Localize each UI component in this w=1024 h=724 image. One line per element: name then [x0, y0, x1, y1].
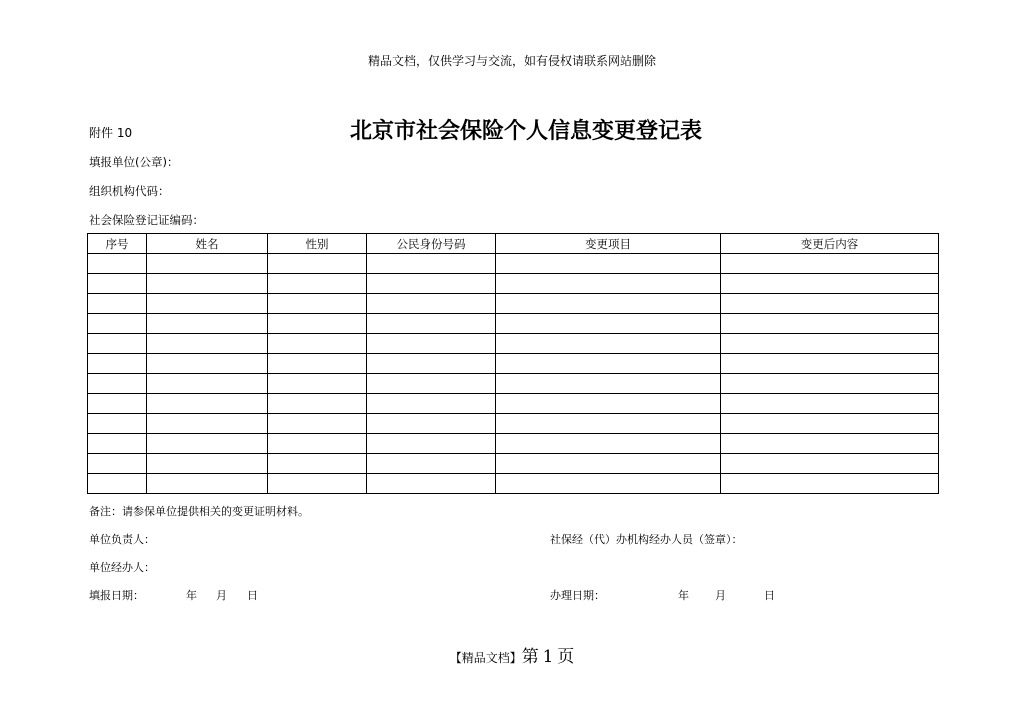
table-cell — [367, 354, 496, 374]
header-new-content: 变更后内容 — [721, 234, 939, 254]
table-cell — [367, 334, 496, 354]
fill-date-month: 月 — [216, 589, 227, 602]
header-name: 姓名 — [147, 234, 268, 254]
table-cell — [367, 274, 496, 294]
header-index: 序号 — [88, 234, 147, 254]
table-row — [88, 434, 939, 454]
table-cell — [496, 314, 721, 334]
table-cell — [147, 314, 268, 334]
table-cell — [147, 374, 268, 394]
header-note: 精品文档，仅供学习与交流，如有侵权请联系网站删除 — [367, 54, 656, 68]
table-cell — [496, 354, 721, 374]
table-body — [88, 254, 939, 494]
table-cell — [496, 274, 721, 294]
table-cell — [147, 454, 268, 474]
table-cell — [88, 354, 147, 374]
table-cell — [367, 434, 496, 454]
table-cell — [147, 474, 268, 494]
handle-date-year: 年 — [678, 589, 689, 602]
footer-page-prefix: 第 — [521, 647, 539, 667]
header-id-number: 公民身份号码 — [367, 234, 496, 254]
table-cell — [268, 434, 367, 454]
table-row — [88, 414, 939, 434]
field-unit: 填报单位(公章)： — [89, 155, 179, 169]
table-cell — [721, 474, 939, 494]
form-title: 北京市社会保险个人信息变更登记表 — [349, 118, 702, 144]
table-cell — [268, 394, 367, 414]
table-cell — [88, 254, 147, 274]
label-agency-staff: 社保经（代）办机构经办人员（签章）： — [550, 533, 743, 546]
table-cell — [367, 294, 496, 314]
table-row — [88, 334, 939, 354]
handle-date-day: 日 — [764, 589, 775, 602]
table-row — [88, 354, 939, 374]
table-cell — [721, 354, 939, 374]
footer — [0, 642, 1024, 667]
table-cell — [721, 294, 939, 314]
table-cell — [721, 434, 939, 454]
table-cell — [88, 454, 147, 474]
table-cell — [496, 454, 721, 474]
field-ss-code: 社会保险登记证编码： — [89, 213, 204, 227]
table-cell — [268, 474, 367, 494]
table-cell — [496, 374, 721, 394]
fill-date-year: 年 — [186, 589, 197, 602]
table-cell — [367, 414, 496, 434]
table-cell — [496, 254, 721, 274]
handle-date-month: 月 — [715, 589, 726, 602]
attachment-label: 附件 10 — [89, 126, 133, 140]
table-cell — [268, 334, 367, 354]
table-cell — [147, 414, 268, 434]
table-cell — [88, 374, 147, 394]
table-cell — [88, 294, 147, 314]
header-gender: 性别 — [268, 234, 367, 254]
field-org-code: 组织机构代码： — [89, 184, 170, 198]
table-cell — [88, 274, 147, 294]
table-cell — [496, 434, 721, 454]
table-cell — [268, 414, 367, 434]
remark: 备注：请参保单位提供相关的变更证明材料。 — [89, 505, 309, 518]
table-cell — [721, 334, 939, 354]
table-cell — [268, 354, 367, 374]
footer-brand: 【精品文档】 — [449, 651, 522, 665]
table-cell — [268, 454, 367, 474]
table-cell — [147, 434, 268, 454]
table-cell — [721, 314, 939, 334]
table-cell — [147, 274, 268, 294]
table-cell — [147, 254, 268, 274]
table-row — [88, 274, 939, 294]
table-cell — [367, 474, 496, 494]
table-row — [88, 474, 939, 494]
table-cell — [88, 334, 147, 354]
table-cell — [268, 254, 367, 274]
change-table — [87, 233, 939, 494]
table-cell — [721, 454, 939, 474]
table-cell — [721, 274, 939, 294]
table-cell — [147, 394, 268, 414]
table-row — [88, 314, 939, 334]
table-row — [88, 254, 939, 274]
footer-page-suffix: 页 — [557, 647, 575, 667]
table-row — [88, 454, 939, 474]
table-cell — [496, 394, 721, 414]
header-change-item: 变更项目 — [496, 234, 721, 254]
table-header-row — [88, 234, 939, 254]
table-cell — [721, 414, 939, 434]
table-cell — [88, 434, 147, 454]
label-fill-date: 填报日期： — [89, 589, 144, 602]
table-cell — [147, 354, 268, 374]
table-cell — [496, 414, 721, 434]
label-unit-handler: 单位经办人： — [89, 561, 155, 574]
table-cell — [721, 374, 939, 394]
label-handle-date: 办理日期： — [550, 589, 605, 602]
table-cell — [367, 394, 496, 414]
table-cell — [88, 414, 147, 434]
table-row — [88, 374, 939, 394]
table-cell — [88, 474, 147, 494]
fill-date-day: 日 — [247, 589, 258, 602]
table-cell — [88, 314, 147, 334]
table-row — [88, 294, 939, 314]
table-cell — [721, 394, 939, 414]
table-cell — [147, 294, 268, 314]
table-cell — [367, 314, 496, 334]
table-cell — [367, 374, 496, 394]
table-cell — [268, 314, 367, 334]
table-cell — [147, 334, 268, 354]
table-cell — [496, 334, 721, 354]
table-row — [88, 394, 939, 414]
table-cell — [268, 274, 367, 294]
table-cell — [367, 254, 496, 274]
footer-page-number: 1 — [542, 647, 554, 667]
table-cell — [268, 374, 367, 394]
table-cell — [496, 474, 721, 494]
table-cell — [88, 394, 147, 414]
table-cell — [268, 294, 367, 314]
table-cell — [367, 454, 496, 474]
table-cell — [496, 294, 721, 314]
table-cell — [721, 254, 939, 274]
label-unit-head: 单位负责人： — [89, 533, 155, 546]
